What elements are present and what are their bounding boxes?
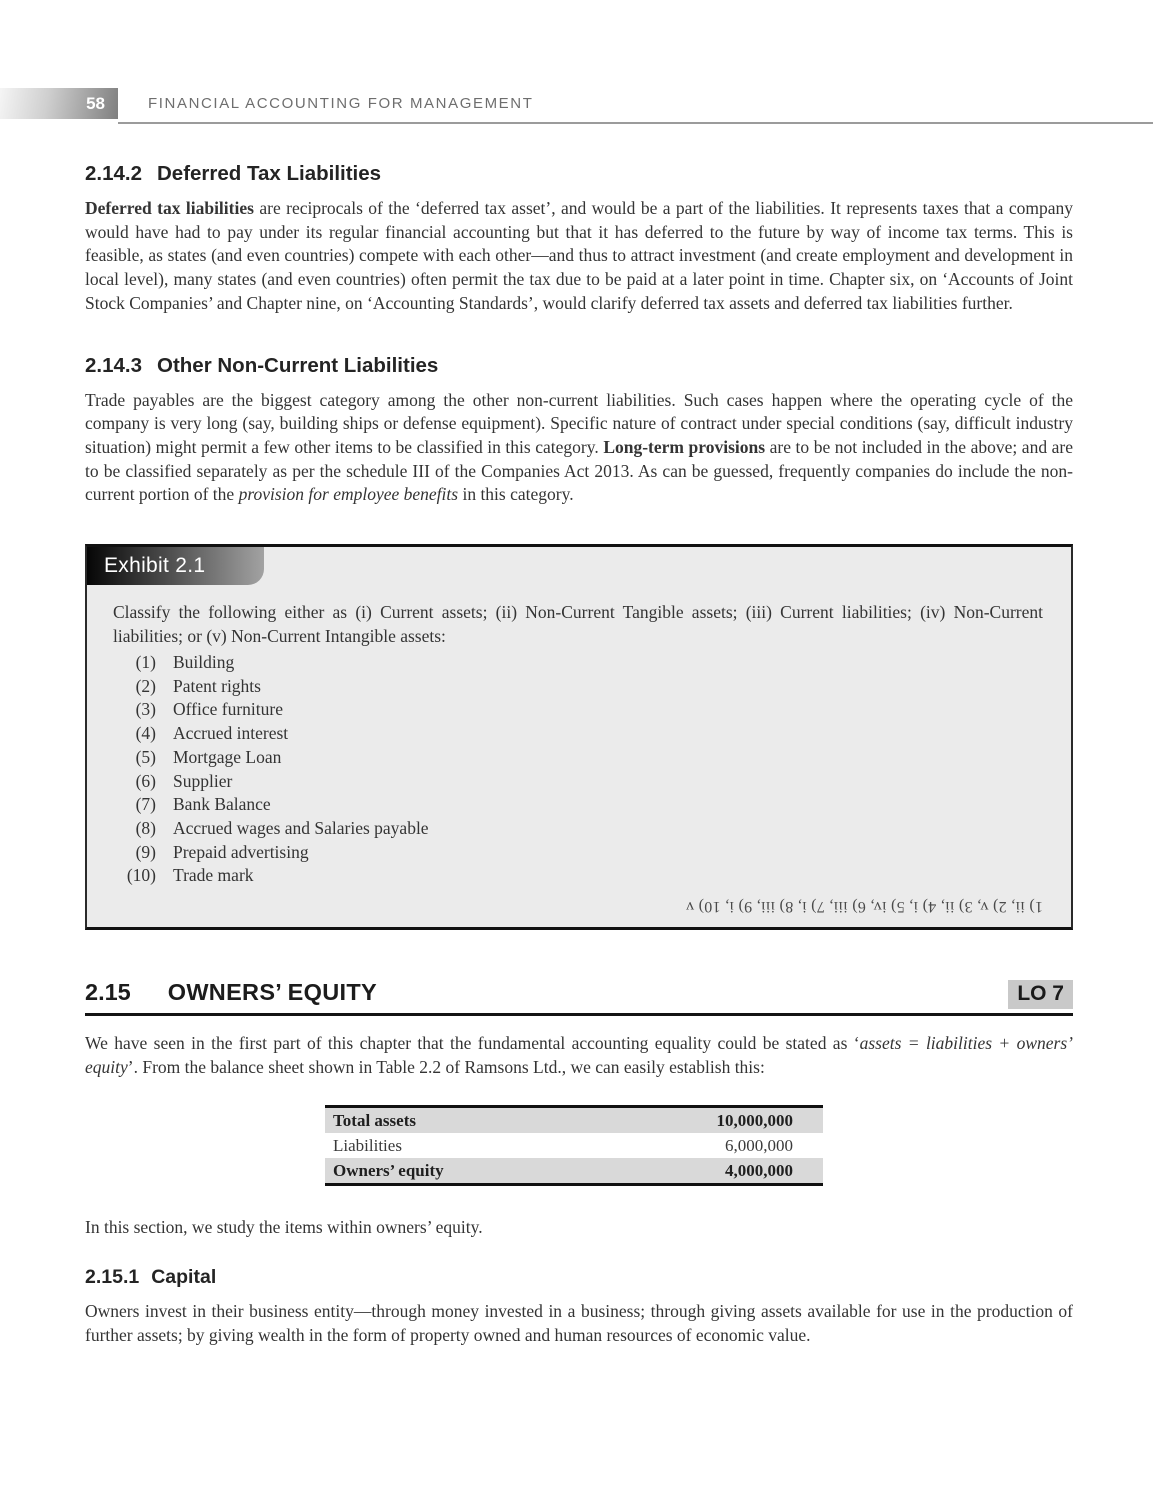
exhibit-tab: Exhibit 2.1 [87, 547, 264, 585]
paragraph-text: are to be not included in the above; and are to be classified separately as per the schedule III of the Companies Act 2013. As can be guessed, frequently companies do include the non-current portion of the [85, 436, 1073, 505]
table-row [325, 1108, 823, 1133]
list-item [111, 675, 1043, 699]
item-number: (10) [126, 865, 156, 886]
item-label: Accrued interest [173, 723, 289, 744]
item-number: (5) [135, 746, 156, 767]
row-value: 10,000,000 [716, 1110, 793, 1130]
list-item [111, 793, 1043, 817]
row-label: Total assets [333, 1110, 416, 1130]
section-number: 2.15 [85, 979, 131, 1006]
paragraph-text: ’. From the balance sheet shown in Table 2.2 of Ramsons Ltd., we can easily establish this: [127, 1056, 765, 1077]
item-number: (8) [135, 817, 156, 838]
paragraph-text: We have seen in the first part of this chapter that the fundamental accounting equality could be stated as ‘ [85, 1033, 860, 1054]
item-label: Patent rights [173, 675, 261, 696]
exhibit-box [85, 544, 1073, 930]
item-number: (1) [135, 652, 156, 673]
section-title: Other Non-Current Liabilities [157, 353, 439, 377]
paragraph-text: are reciprocals of the ‘deferred tax asset’, and would be a part of the liabilities. It represents taxes that a company would have had to pay under its regular financial accounting but that it has deferred to the future by way of income tax terms. This is feasible, as states (and even countries) compete with each other—and thus to attract investment (and create employment and development in local level), many states (and even countries) often permit the tax due to be paid at a later point in time. Chapter six, on ‘Accounts of Joint Stock Companies’ and Chapter nine, on ‘Accounting Standards’, would clarify deferred tax assets and deferred tax liabilities further. [85, 198, 1074, 313]
exhibit-list [111, 651, 1043, 888]
section-number: 2.15.1 [85, 1266, 140, 1289]
capital-paragraph: Owners invest in their business entity—through money invested in a business; through giving assets available for use in the production of further assets; by giving wealth in the form of property owned and human resources of economic value. [85, 1301, 1073, 1345]
owners-equity-paragraph [85, 1032, 1073, 1079]
item-label: Office furniture [173, 699, 283, 720]
section-title: OWNERS’ EQUITY [167, 979, 377, 1006]
item-label: Accrued wages and Salaries payable [173, 817, 429, 838]
list-item [111, 864, 1043, 888]
page-header [0, 88, 1159, 119]
paragraph-bold-term: Long-term provisions [603, 436, 766, 457]
deferred-tax-paragraph [85, 197, 1073, 316]
table-row [325, 1158, 823, 1183]
item-label: Supplier [173, 770, 233, 791]
section-heading-2-15 [85, 979, 1073, 1016]
item-label: Bank Balance [173, 794, 271, 815]
exhibit-intro: Classify the following either as (i) Current assets; (ii) Non-Current Tangible assets; (iii) Current liabilities; (iv) Non-Current liabilities; or (v) Non-Current Intangible assets: [113, 602, 1043, 647]
item-label: Trade mark [173, 865, 254, 886]
item-number: (4) [135, 723, 156, 744]
item-number: (6) [135, 770, 156, 791]
list-item [111, 722, 1043, 746]
list-item [111, 770, 1043, 794]
answer-key-inverted: 1) ii, 2) v, 3) ii, 4) i, 5) iv, 6) iii, 7) i, 8) iii, 9) i, 10) v [685, 898, 1043, 916]
page-content [0, 162, 1159, 1348]
section-heading-2-14-2 [85, 162, 1073, 186]
item-label: Mortgage Loan [173, 746, 282, 767]
row-value: 6,000,000 [725, 1135, 793, 1155]
table-row [325, 1133, 823, 1158]
section-title: Capital [151, 1266, 217, 1289]
page-number-bar [0, 88, 118, 119]
item-number: (2) [135, 675, 156, 696]
other-non-current-paragraph [85, 389, 1073, 508]
section-title: Deferred Tax Liabilities [157, 162, 382, 185]
paragraph-lead-bold: Deferred tax liabilities [85, 198, 254, 218]
section-number: 2.14.3 [85, 353, 142, 377]
item-label: Prepaid advertising [173, 841, 309, 862]
row-value: 4,000,000 [725, 1160, 793, 1180]
paragraph-text: Trade payables are the biggest category among the other non-current liabilities. Such cases happen where the operating cycle of the company is very long (say, building ships or defense equipment). Specific nature of contract under special conditions (say, difficult industry situation) might permit a few other items to be classified in this category. [85, 389, 1073, 457]
section-heading-2-15-1 [85, 1266, 1073, 1289]
running-head-title: FINANCIAL ACCOUNTING FOR MANAGEMENT [148, 95, 534, 112]
header-rule [118, 122, 1153, 124]
section-transition-text: In this section, we study the items within owners’ equity. [85, 1217, 483, 1238]
item-label: Building [173, 652, 235, 673]
list-item [111, 817, 1043, 841]
list-item [111, 746, 1043, 770]
item-number: (9) [135, 841, 156, 862]
row-label: Liabilities [333, 1135, 402, 1155]
paragraph-italic-equation: assets = liabilities + owners’ equity [85, 1033, 1073, 1077]
page-number: 58 [86, 93, 105, 113]
item-number: (3) [135, 699, 156, 720]
section-number: 2.14.2 [85, 162, 142, 185]
item-number: (7) [135, 794, 156, 815]
section-heading-2-14-3 [85, 354, 1073, 378]
list-item [111, 841, 1043, 865]
paragraph-text: in this category. [458, 484, 574, 505]
paragraph-italic-term: provision for employee benefits [238, 484, 459, 505]
list-item [111, 651, 1043, 675]
list-item [111, 698, 1043, 722]
row-label: Owners’ equity [333, 1160, 444, 1180]
learning-objective-badge: LO 7 [1008, 980, 1073, 1009]
equity-table [325, 1105, 823, 1186]
